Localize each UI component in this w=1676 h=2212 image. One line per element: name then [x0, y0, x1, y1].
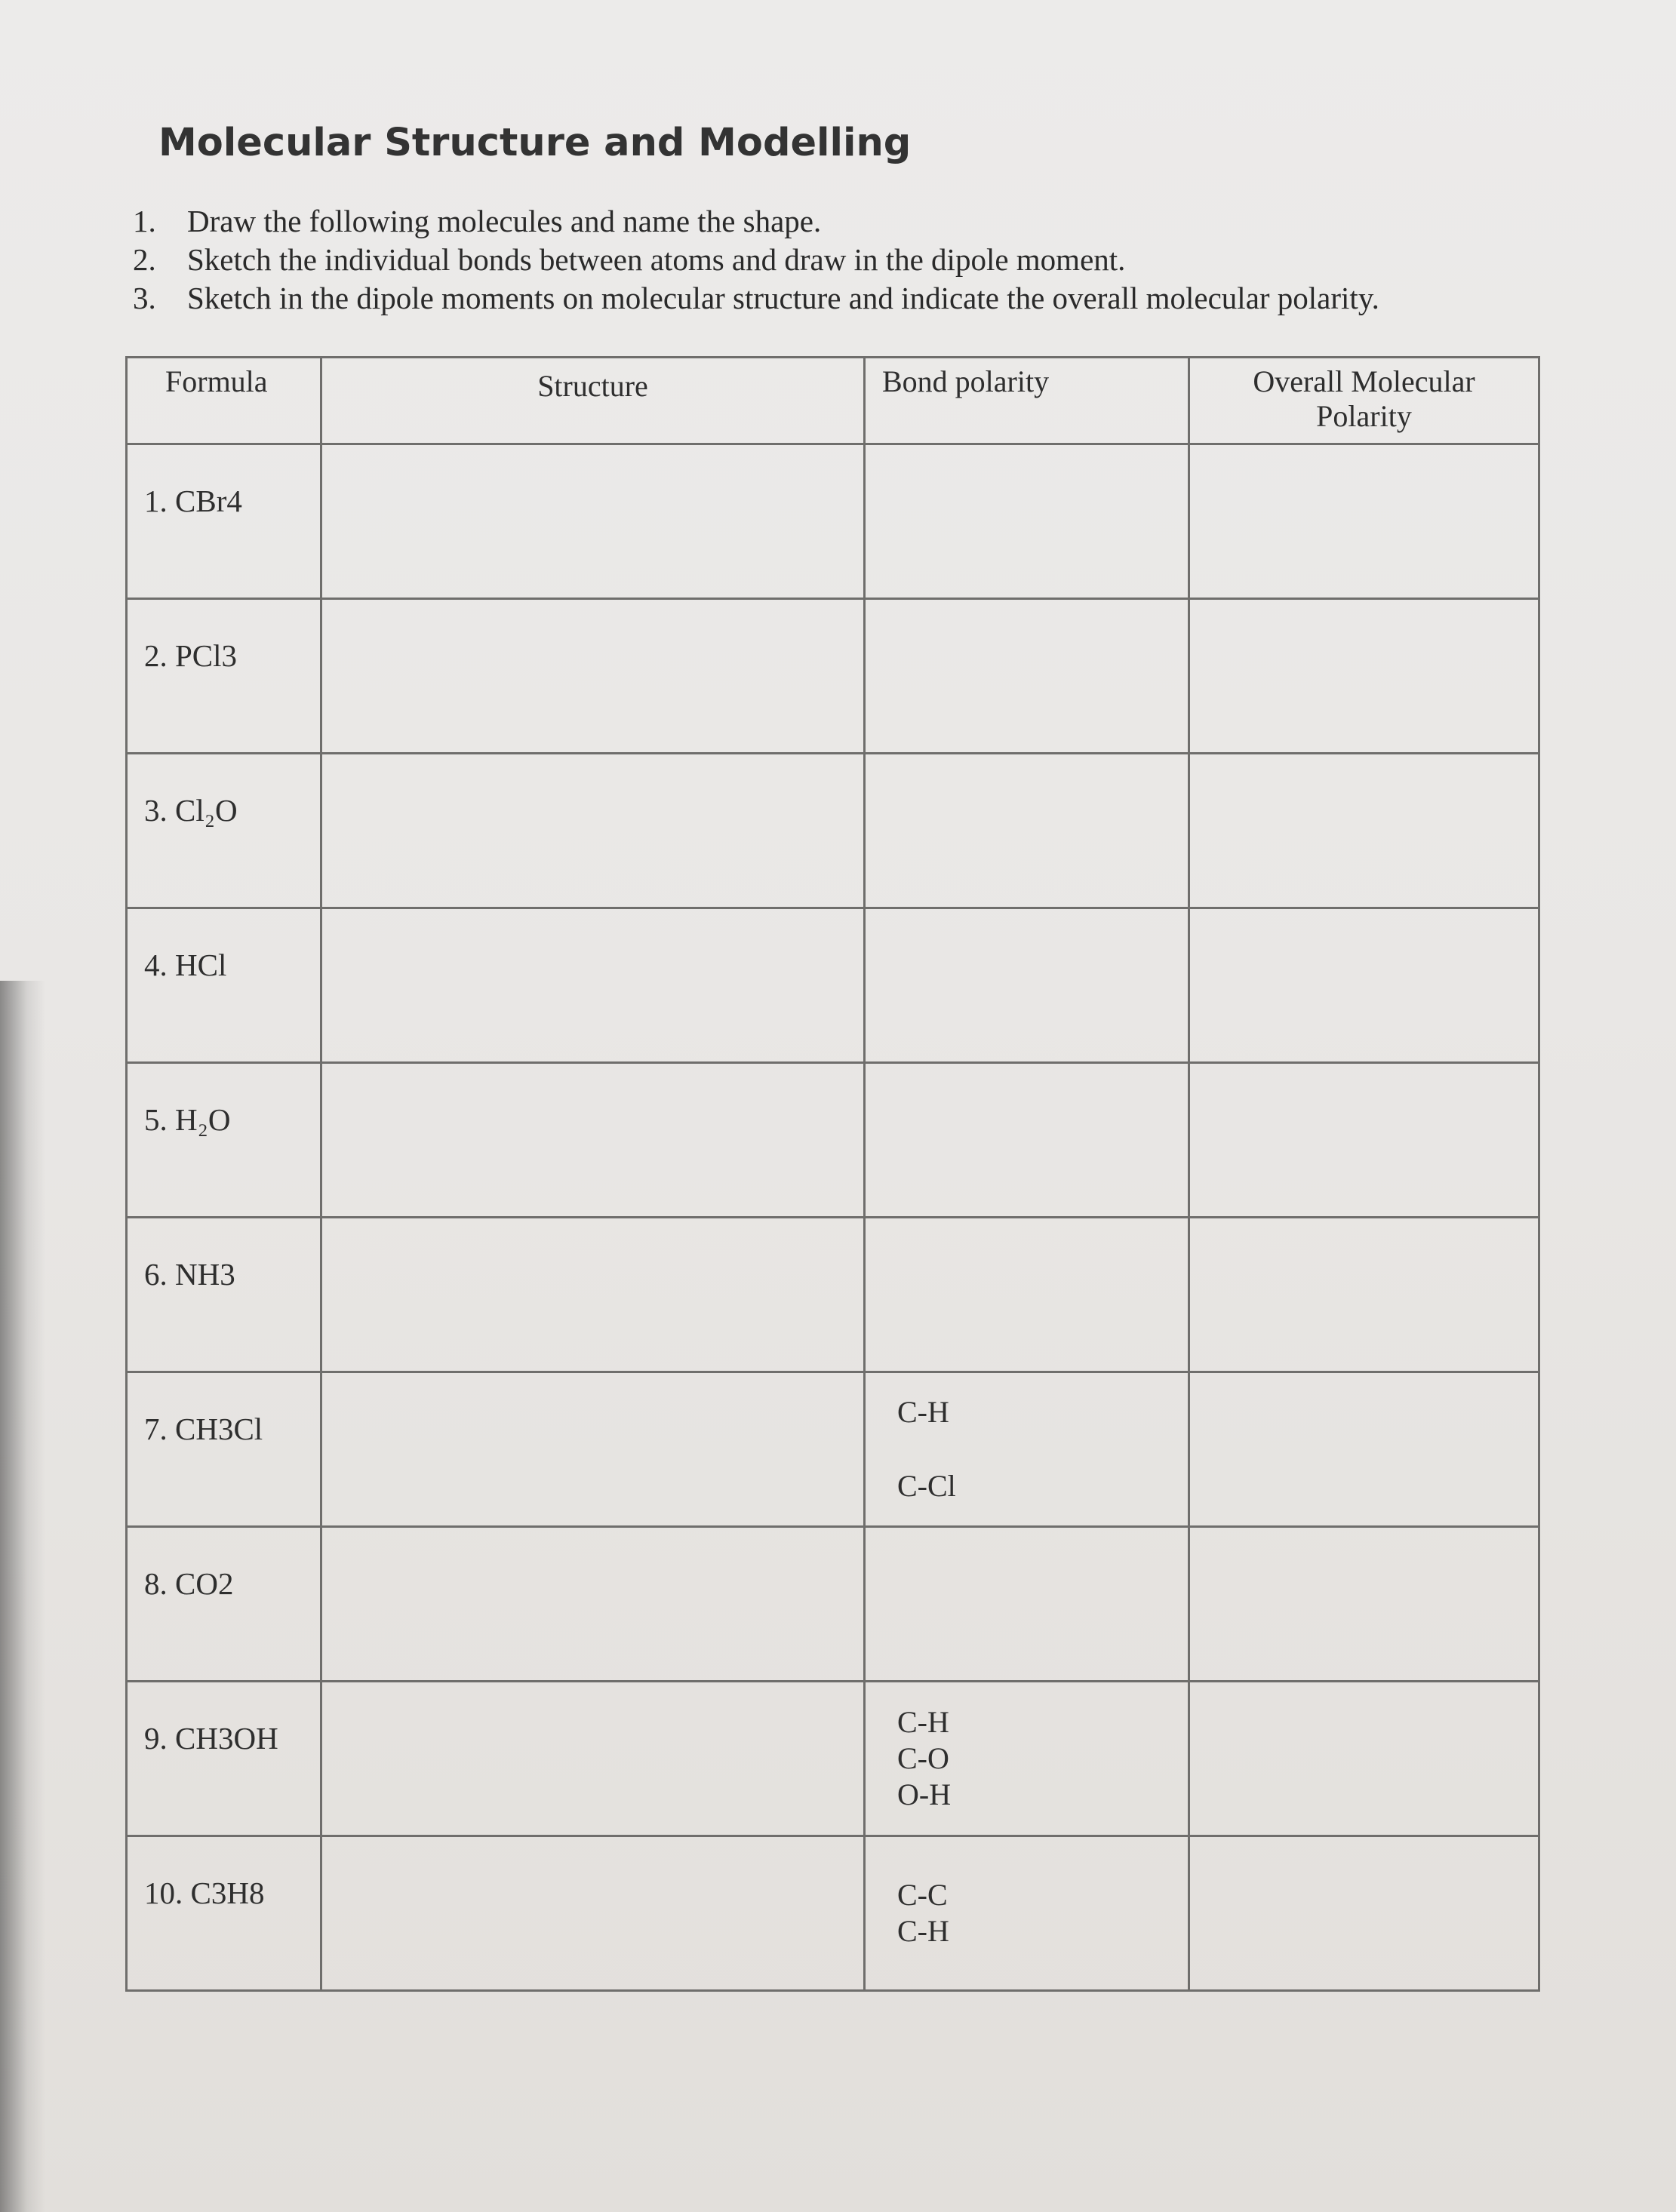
- formula-cell: [127, 1527, 321, 1682]
- bond-polarity-cell[interactable]: [865, 1682, 1189, 1836]
- table-header-row: [127, 358, 1539, 444]
- instruction-text: Sketch in the dipole moments on molecular structure and indicate the overall molecular polarity.: [187, 281, 1379, 315]
- instruction-item: [133, 202, 1379, 241]
- overall-polarity-cell[interactable]: [1189, 1218, 1539, 1372]
- table-row: [127, 599, 1539, 754]
- table-row: [127, 1063, 1539, 1218]
- formula-text: 4. HCl: [144, 948, 227, 982]
- overall-polarity-cell[interactable]: [1189, 754, 1539, 908]
- table-row: [127, 1527, 1539, 1682]
- formula-text: 8. CO2: [144, 1566, 234, 1601]
- instructions-list: [133, 202, 1379, 318]
- overall-polarity-cell[interactable]: [1189, 908, 1539, 1063]
- table-row: [127, 1218, 1539, 1372]
- formula-text: 1. CBr4: [144, 484, 242, 518]
- formula-cell: [127, 908, 321, 1063]
- formula-cell: [127, 1063, 321, 1218]
- instruction-item: [133, 279, 1379, 318]
- overall-polarity-cell[interactable]: [1189, 1527, 1539, 1682]
- bond-polarity-cell[interactable]: [865, 1218, 1189, 1372]
- bond-polarity-cell[interactable]: [865, 1372, 1189, 1527]
- formula-cell: [127, 754, 321, 908]
- structure-cell[interactable]: [321, 1836, 865, 1991]
- instruction-text: Sketch the individual bonds between atoms and draw in the dipole moment.: [187, 242, 1126, 277]
- bond-label: C-H: [897, 1395, 949, 1429]
- structure-cell[interactable]: [321, 444, 865, 599]
- table-row: [127, 754, 1539, 908]
- header-overall-line1: Overall Molecular: [1253, 364, 1475, 398]
- instruction-number: 3.: [133, 281, 156, 315]
- page-edge-shadow: [0, 981, 45, 2212]
- bond-polarity-cell[interactable]: [865, 444, 1189, 599]
- structure-cell[interactable]: [321, 1063, 865, 1218]
- structure-cell[interactable]: [321, 754, 865, 908]
- page-title: Molecular Structure and Modelling: [158, 121, 912, 165]
- bond-polarity-cell[interactable]: [865, 1063, 1189, 1218]
- instruction-text: Draw the following molecules and name the shape.: [187, 204, 822, 238]
- structure-cell[interactable]: [321, 1372, 865, 1527]
- bond-label: O-H: [897, 1777, 952, 1811]
- overall-polarity-cell[interactable]: [1189, 1372, 1539, 1527]
- formula-cell: [127, 1372, 321, 1527]
- bond-label: C-H: [897, 1914, 949, 1948]
- bond-label: C-C: [897, 1878, 948, 1912]
- overall-polarity-cell[interactable]: [1189, 1682, 1539, 1836]
- instruction-number: 1.: [133, 204, 156, 238]
- overall-polarity-cell[interactable]: [1189, 599, 1539, 754]
- bond-polarity-cell[interactable]: [865, 754, 1189, 908]
- bond-polarity-cell[interactable]: [865, 599, 1189, 754]
- structure-cell[interactable]: [321, 1218, 865, 1372]
- bond-label: C-O: [897, 1741, 949, 1775]
- formula-text: 5. H₂O: [144, 1102, 231, 1137]
- table-row: [127, 1682, 1539, 1836]
- header-bond-polarity: Bond polarity: [865, 358, 1189, 444]
- instruction-item: [133, 241, 1379, 279]
- formula-text: 10. C3H8: [144, 1876, 265, 1910]
- formula-cell: [127, 444, 321, 599]
- formula-text: 7. CH3Cl: [144, 1412, 263, 1446]
- header-overall-line2: Polarity: [1316, 399, 1412, 433]
- formula-cell: [127, 1836, 321, 1991]
- bond-polarity-cell[interactable]: [865, 908, 1189, 1063]
- formula-text: 2. PCl3: [144, 638, 238, 673]
- structure-cell[interactable]: [321, 908, 865, 1063]
- worksheet-table: [125, 356, 1540, 1992]
- formula-text: 9. CH3OH: [144, 1721, 278, 1756]
- table-row: [127, 444, 1539, 599]
- table-row: [127, 908, 1539, 1063]
- formula-cell: [127, 1682, 321, 1836]
- overall-polarity-cell[interactable]: [1189, 1836, 1539, 1991]
- header-formula: Formula: [127, 358, 321, 444]
- overall-polarity-cell[interactable]: [1189, 1063, 1539, 1218]
- instruction-number: 2.: [133, 242, 156, 277]
- table-row: [127, 1836, 1539, 1991]
- bond-label: C-Cl: [897, 1469, 956, 1503]
- bond-label: C-H: [897, 1705, 949, 1739]
- structure-cell[interactable]: [321, 1682, 865, 1836]
- formula-cell: [127, 599, 321, 754]
- table-row: [127, 1372, 1539, 1527]
- structure-cell[interactable]: [321, 1527, 865, 1682]
- formula-text: 6. NH3: [144, 1257, 235, 1292]
- bond-polarity-cell[interactable]: [865, 1836, 1189, 1991]
- header-overall-polarity: [1189, 358, 1539, 444]
- formula-cell: [127, 1218, 321, 1372]
- overall-polarity-cell[interactable]: [1189, 444, 1539, 599]
- bond-polarity-cell[interactable]: [865, 1527, 1189, 1682]
- structure-cell[interactable]: [321, 599, 865, 754]
- formula-text: 3. Cl₂O: [144, 793, 238, 828]
- header-structure: Structure: [321, 358, 865, 444]
